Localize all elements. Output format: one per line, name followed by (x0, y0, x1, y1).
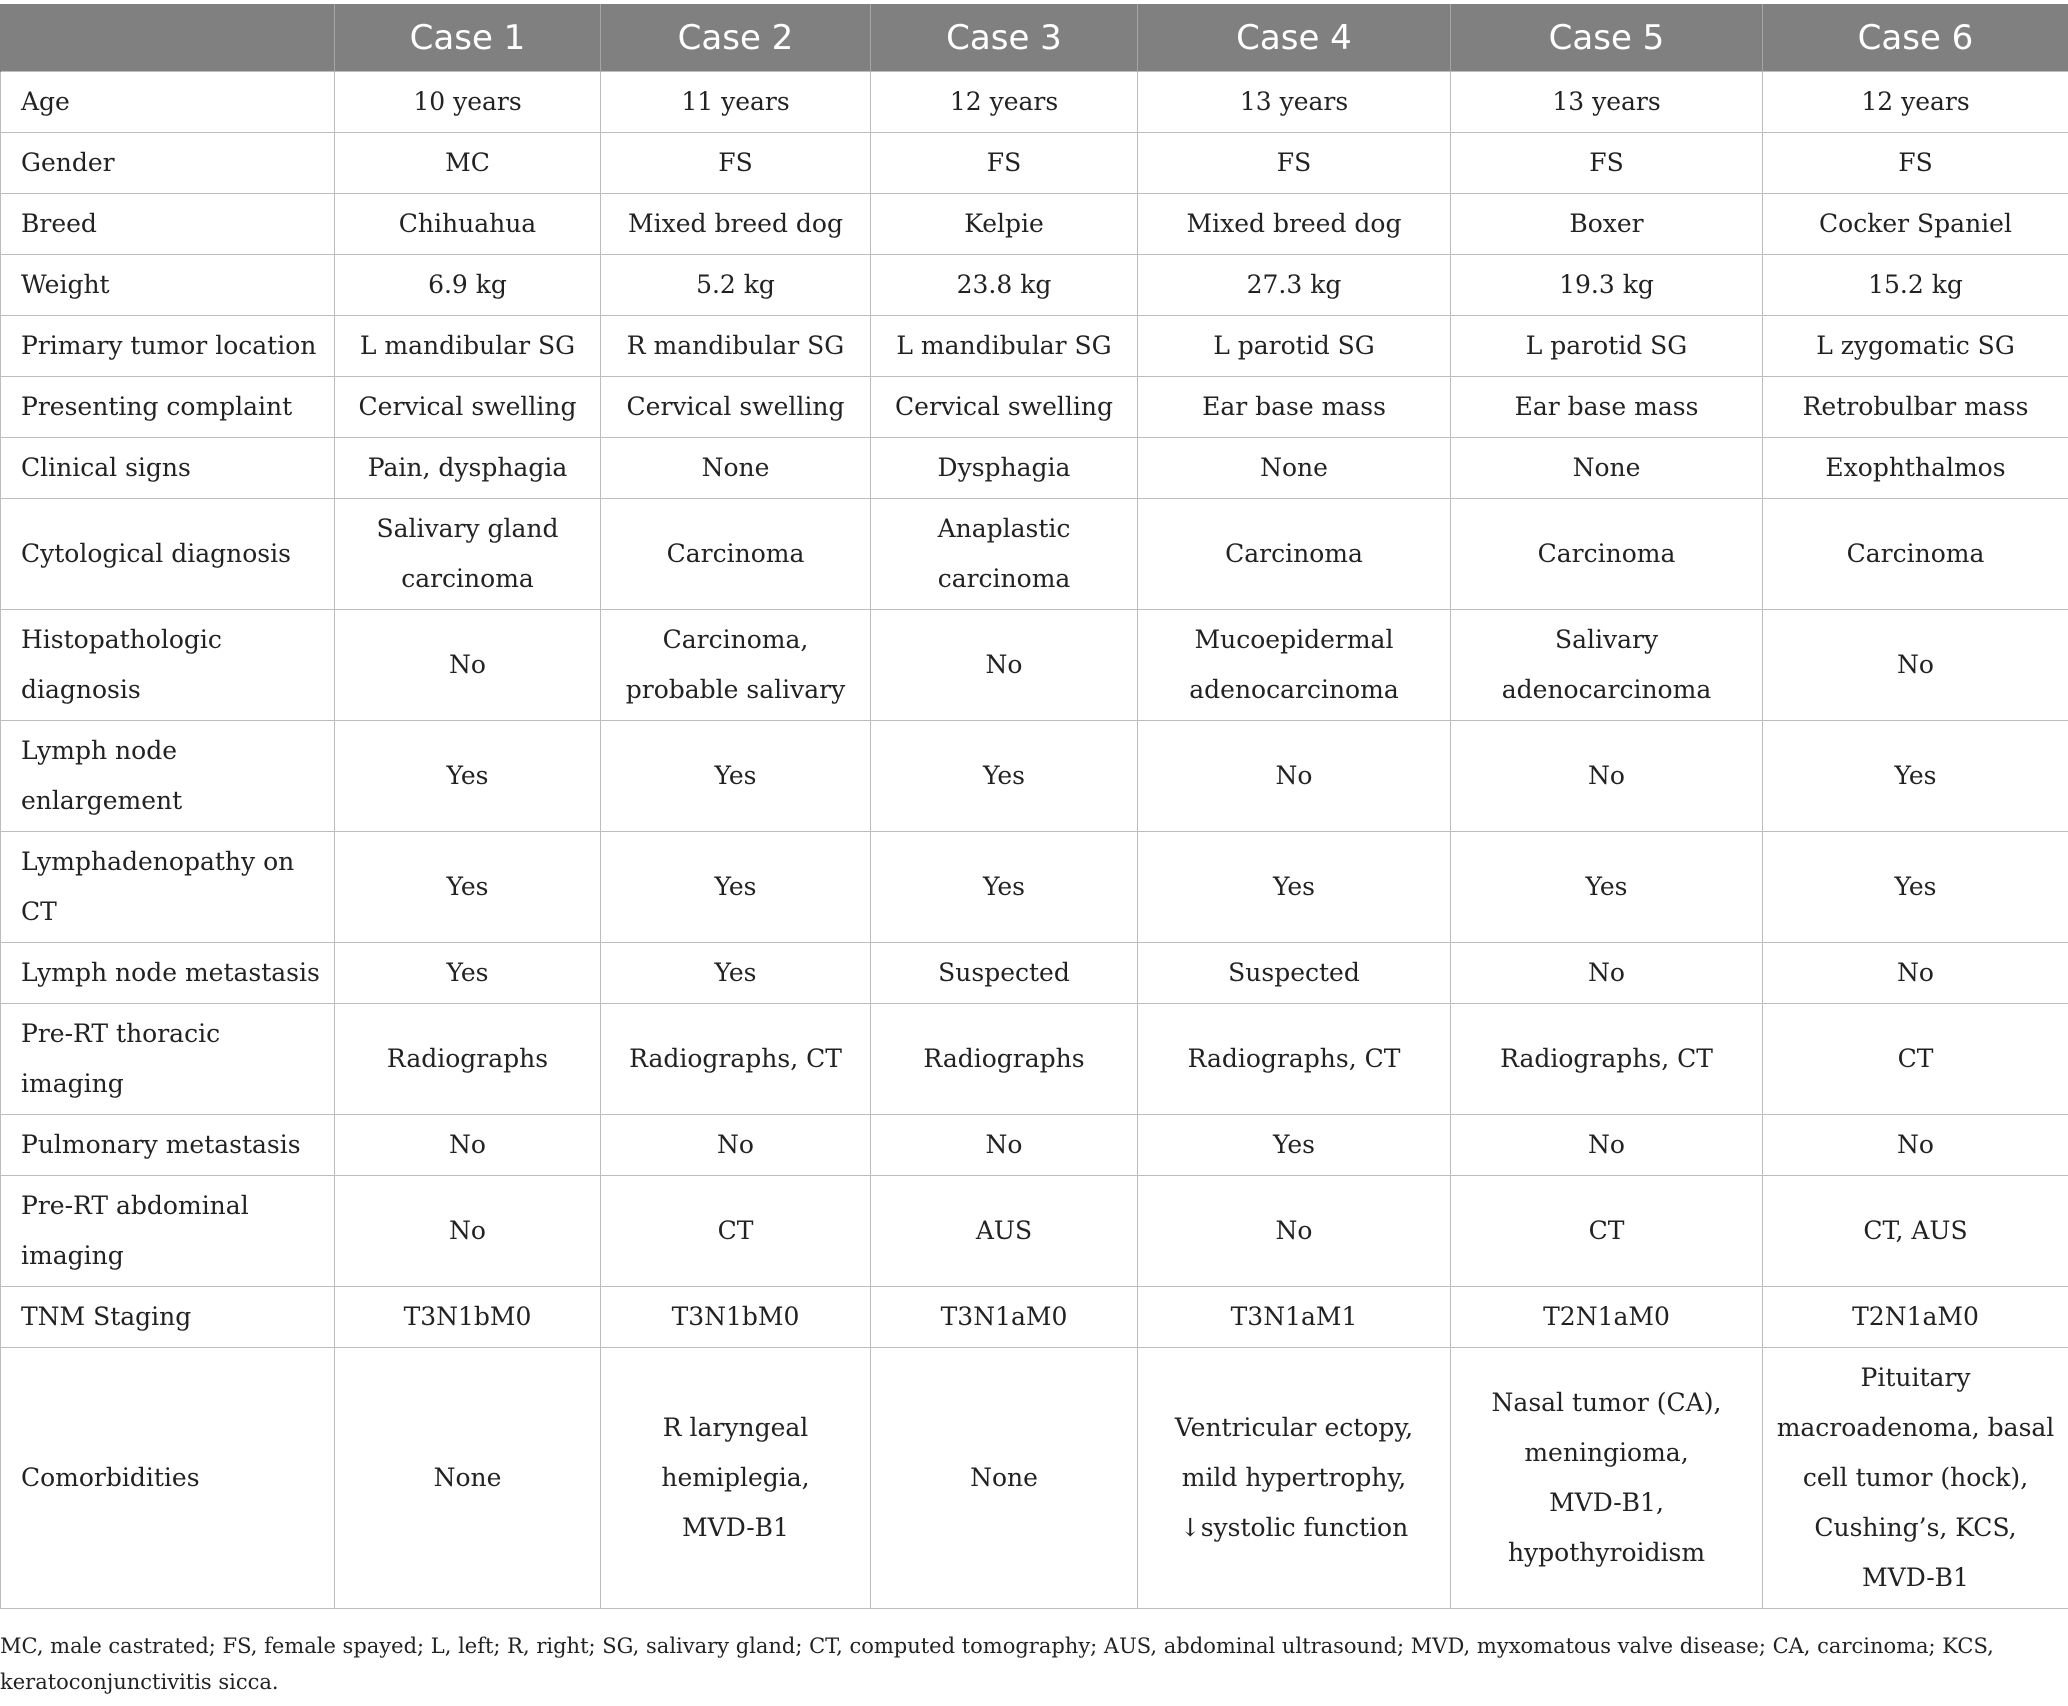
row-label (1, 721, 335, 832)
table-cell (601, 1348, 871, 1609)
table-cell (335, 499, 601, 610)
table-cell (601, 438, 871, 499)
cell-line: MVD-B1 (1862, 1563, 1969, 1592)
cell-line: Carcinoma, (662, 625, 809, 654)
cell-line: Cocker Spaniel (1819, 209, 2012, 238)
table-cell (335, 1004, 601, 1115)
cell-line: R mandibular SG (626, 331, 845, 360)
cell-line: ↓systolic function (1179, 1513, 1409, 1542)
table-cell (1451, 1115, 1763, 1176)
table-row (1, 1287, 2068, 1348)
cell-line: hemiplegia, (661, 1463, 810, 1492)
cell-line: 6.9 kg (428, 270, 507, 299)
header-cell-case-1: Case 1 (335, 4, 601, 72)
cell-line: Radiographs (923, 1044, 1085, 1073)
table-cell (1763, 133, 2068, 194)
row-label-line: Histopathologic (21, 625, 222, 654)
table-cell (1763, 72, 2068, 133)
table-cell (1451, 133, 1763, 194)
table-cell (335, 721, 601, 832)
table-cell (1451, 438, 1763, 499)
table-cell (601, 721, 871, 832)
cell-line: None (970, 1463, 1038, 1492)
cell-line: carcinoma (401, 564, 534, 593)
cell-line: 10 years (413, 87, 522, 116)
cell-line: T3N1aM0 (940, 1302, 1068, 1331)
table-row (1, 610, 2068, 721)
table-cell (1138, 72, 1451, 133)
table-row (1, 499, 2068, 610)
row-label-line: Comorbidities (21, 1463, 200, 1492)
cell-line: 13 years (1239, 87, 1349, 116)
cell-line: MC (445, 148, 490, 177)
table-cell (601, 316, 871, 377)
table-cell (1138, 610, 1451, 721)
cell-line: Cervical swelling (626, 392, 845, 421)
cell-line: T3N1bM0 (671, 1302, 800, 1331)
table-cell (601, 610, 871, 721)
cell-line: AUS (975, 1216, 1033, 1245)
table-cell (1763, 194, 2068, 255)
cell-line: T3N1bM0 (403, 1302, 532, 1331)
row-label (1, 377, 335, 438)
cell-line: CT, AUS (1863, 1216, 1968, 1245)
cell-line: No (449, 650, 486, 679)
table-cell (871, 610, 1138, 721)
table-cell (1451, 610, 1763, 721)
table-row (1, 832, 2068, 943)
table-row (1, 377, 2068, 438)
table-cell (335, 194, 601, 255)
cell-line: Yes (714, 872, 757, 901)
cell-line: T3N1aM1 (1230, 1302, 1358, 1331)
cell-line: Carcinoma (1225, 539, 1363, 568)
cell-line: 23.8 kg (956, 270, 1052, 299)
cell-line: No (1588, 761, 1625, 790)
table-row (1, 1176, 2068, 1287)
table-cell (871, 499, 1138, 610)
header-cell-case-3: Case 3 (871, 4, 1138, 72)
row-label-line: Lymphadenopathy on (21, 847, 295, 876)
cell-line: mild hypertrophy, (1181, 1463, 1407, 1492)
cell-line: Mixed breed dog (1186, 209, 1402, 238)
table-cell (1138, 721, 1451, 832)
row-label-line: Pre-RT abdominal (21, 1191, 249, 1220)
footnote-line: keratoconjunctivitis sicca. (0, 1670, 279, 1694)
row-label-line: CT (21, 897, 57, 926)
case-summary-table-container (0, 4, 2068, 1609)
cell-line: CT (1897, 1044, 1934, 1073)
cell-line: Yes (983, 872, 1025, 901)
cell-line: No (1897, 650, 1934, 679)
cell-line: MVD-B1, (1549, 1488, 1664, 1517)
cell-line: R laryngeal (662, 1413, 809, 1442)
cell-line: No (1275, 761, 1313, 790)
table-row (1, 1348, 2068, 1609)
cell-line: MVD-B1 (682, 1513, 789, 1542)
table-cell (601, 1004, 871, 1115)
table-cell (1138, 943, 1451, 1004)
row-label-line: Cytological diagnosis (21, 539, 291, 568)
table-cell (1451, 1176, 1763, 1287)
cell-line: Radiographs, CT (1500, 1044, 1713, 1073)
row-label (1, 316, 335, 377)
cell-line: Boxer (1569, 209, 1644, 238)
cell-line: None (433, 1463, 502, 1492)
cell-line: T2N1aM0 (1543, 1302, 1670, 1331)
table-cell (601, 194, 871, 255)
table-cell (871, 133, 1138, 194)
case-summary-table (0, 4, 2068, 1609)
table-cell (1138, 1004, 1451, 1115)
header-cell-blank (1, 4, 335, 72)
cell-line: FS (1276, 148, 1312, 177)
cell-line: L mandibular SG (896, 331, 1112, 360)
table-cell (871, 721, 1138, 832)
cell-line: Exophthalmos (1825, 453, 2006, 482)
table-cell (335, 610, 601, 721)
cell-line: Salivary (1554, 625, 1659, 654)
table-cell (335, 1176, 601, 1287)
cell-line: No (449, 1130, 486, 1159)
row-label-line: Lymph node (21, 736, 177, 765)
cell-line: L mandibular SG (359, 331, 576, 360)
table-cell (601, 72, 871, 133)
cell-line: 12 years (1861, 87, 1970, 116)
table-cell (601, 943, 871, 1004)
table-header (1, 4, 2068, 72)
table-cell (871, 1115, 1138, 1176)
table-cell (1451, 316, 1763, 377)
table-cell (871, 943, 1138, 1004)
table-cell (1138, 1176, 1451, 1287)
table-cell (1763, 943, 2068, 1004)
table-row (1, 133, 2068, 194)
cell-line: Ear base mass (1202, 392, 1386, 421)
cell-line: Yes (1894, 761, 1937, 790)
table-cell (1138, 377, 1451, 438)
table-cell (601, 255, 871, 316)
row-label-line: Weight (21, 270, 110, 299)
table-cell (1763, 721, 2068, 832)
row-label (1, 832, 335, 943)
cell-line: Anaplastic (937, 514, 1071, 543)
cell-line: No (717, 1130, 754, 1159)
cell-line: meningioma, (1524, 1438, 1689, 1467)
table-cell (1763, 316, 2068, 377)
table-cell (1451, 194, 1763, 255)
table-cell (871, 72, 1138, 133)
cell-line: 13 years (1552, 87, 1661, 116)
table-cell (871, 1004, 1138, 1115)
table-cell (335, 1287, 601, 1348)
table-row (1, 72, 2068, 133)
cell-line: macroadenoma, basal (1776, 1413, 2055, 1442)
table-cell (871, 194, 1138, 255)
table-cell (871, 377, 1138, 438)
cell-line: T2N1aM0 (1852, 1302, 1979, 1331)
table-footnote (0, 1628, 2060, 1700)
row-label (1, 255, 335, 316)
table-row (1, 438, 2068, 499)
table-cell (1138, 1115, 1451, 1176)
table-cell (335, 377, 601, 438)
table-cell (871, 316, 1138, 377)
table-cell (1763, 438, 2068, 499)
cell-line: No (985, 650, 1023, 679)
cell-line: L zygomatic SG (1816, 331, 2015, 360)
cell-line: Mucoepidermal (1194, 625, 1394, 654)
row-label-line: Age (21, 87, 70, 116)
cell-line: Yes (1273, 872, 1315, 901)
cell-line: Cushing’s, KCS, (1814, 1513, 2017, 1542)
cell-line: Carcinoma (1846, 539, 1985, 568)
table-row (1, 721, 2068, 832)
cell-line: Mixed breed dog (628, 209, 843, 238)
cell-line: Nasal tumor (CA), (1491, 1388, 1722, 1417)
cell-line: Yes (714, 761, 757, 790)
header-cell-case-6: Case 6 (1763, 4, 2068, 72)
cell-line: Retrobulbar mass (1802, 392, 2029, 421)
table-cell (1138, 316, 1451, 377)
header-row (1, 4, 2068, 72)
row-label-line: Pre-RT thoracic imaging (21, 1019, 221, 1098)
table-cell (335, 1348, 601, 1609)
cell-line: CT (1588, 1216, 1625, 1245)
cell-line: Cervical swelling (895, 392, 1113, 421)
table-cell (871, 255, 1138, 316)
table-cell (335, 133, 601, 194)
footnote-line: MC, male castrated; FS, female spayed; L, left; R, right; SG, salivary gland; CT, computed tomography; AUS, abdominal ultrasound; MVD, myxomatous valve disease; CA, carcinoma; KCS, (0, 1634, 1994, 1658)
table-cell (871, 438, 1138, 499)
cell-line: Chihuahua (398, 209, 537, 238)
cell-line: Pituitary (1860, 1363, 1971, 1392)
table-cell (1763, 377, 2068, 438)
table-cell (335, 255, 601, 316)
cell-line: FS (1589, 148, 1624, 177)
table-row (1, 1004, 2068, 1115)
table-row (1, 943, 2068, 1004)
cell-line: Suspected (938, 958, 1070, 987)
cell-line: 15.2 kg (1868, 270, 1963, 299)
cell-line: 19.3 kg (1559, 270, 1654, 299)
table-cell (1451, 72, 1763, 133)
table-cell (1138, 1287, 1451, 1348)
table-row (1, 194, 2068, 255)
table-cell (601, 1287, 871, 1348)
cell-line: Cervical swelling (358, 392, 577, 421)
cell-line: carcinoma (937, 564, 1071, 593)
cell-line: cell tumor (hock), (1802, 1463, 2029, 1492)
cell-line: FS (1898, 148, 1933, 177)
table-cell (335, 943, 601, 1004)
cell-line: Yes (714, 958, 757, 987)
table-cell (1763, 255, 2068, 316)
table-cell (601, 1176, 871, 1287)
row-label (1, 1115, 335, 1176)
cell-line: Radiographs, CT (1187, 1044, 1401, 1073)
cell-line: No (1897, 1130, 1934, 1159)
table-cell (1451, 1287, 1763, 1348)
cell-line: 12 years (949, 87, 1059, 116)
row-label-line: Primary tumor location (21, 331, 317, 360)
row-label (1, 438, 335, 499)
row-label-line: imaging (21, 1241, 124, 1270)
table-cell (1451, 1348, 1763, 1609)
row-label-line: diagnosis (21, 675, 141, 704)
table-cell (335, 72, 601, 133)
table-cell (1138, 499, 1451, 610)
cell-line: No (1588, 1130, 1625, 1159)
table-cell (871, 1176, 1138, 1287)
table-cell (1763, 499, 2068, 610)
table-cell (1451, 499, 1763, 610)
table-cell (1451, 832, 1763, 943)
cell-line: None (701, 453, 770, 482)
table-cell (1763, 1348, 2068, 1609)
table-cell (601, 499, 871, 610)
table-cell (1138, 832, 1451, 943)
table-row (1, 255, 2068, 316)
cell-line: adenocarcinoma (1501, 675, 1712, 704)
table-cell (1138, 133, 1451, 194)
cell-line: FS (986, 148, 1022, 177)
cell-line: None (1572, 453, 1641, 482)
header-cell-case-5: Case 5 (1451, 4, 1763, 72)
cell-line: Suspected (1228, 958, 1360, 987)
table-cell (601, 1115, 871, 1176)
table-body (1, 72, 2068, 1609)
cell-line: 27.3 kg (1246, 270, 1342, 299)
cell-line: hypothyroidism (1507, 1538, 1706, 1567)
header-cell-case-2: Case 2 (601, 4, 871, 72)
table-cell (335, 438, 601, 499)
cell-line: No (1275, 1216, 1313, 1245)
row-label (1, 194, 335, 255)
cell-line: Ventricular ectopy, (1174, 1413, 1414, 1442)
table-cell (871, 1287, 1138, 1348)
table-cell (1451, 255, 1763, 316)
row-label-line: Presenting complaint (21, 392, 293, 421)
row-label-line: Pulmonary metastasis (21, 1130, 301, 1159)
table-row (1, 1115, 2068, 1176)
cell-line: Yes (1585, 872, 1628, 901)
table-cell (1763, 610, 2068, 721)
cell-line: Kelpie (964, 209, 1044, 238)
table-cell (1763, 1287, 2068, 1348)
row-label-line: Clinical signs (21, 453, 191, 482)
cell-line: probable salivary (625, 675, 846, 704)
table-cell (1451, 721, 1763, 832)
row-label (1, 499, 335, 610)
table-cell (871, 1348, 1138, 1609)
row-label (1, 943, 335, 1004)
header-cell-case-4: Case 4 (1138, 4, 1451, 72)
cell-line: No (449, 1216, 486, 1245)
row-label-line: TNM Staging (21, 1302, 192, 1331)
table-cell (1138, 255, 1451, 316)
row-label (1, 1176, 335, 1287)
table-cell (871, 832, 1138, 943)
table-cell (1763, 1115, 2068, 1176)
cell-line: Yes (446, 872, 489, 901)
row-label (1, 1004, 335, 1115)
cell-line: No (985, 1130, 1023, 1159)
cell-line: Radiographs, CT (629, 1044, 842, 1073)
cell-line: No (1588, 958, 1625, 987)
table-cell (1138, 194, 1451, 255)
cell-line: Carcinoma (1537, 539, 1676, 568)
row-label-line: Breed (21, 209, 97, 238)
table-cell (1138, 438, 1451, 499)
cell-line: Yes (1894, 872, 1937, 901)
table-cell (1763, 1176, 2068, 1287)
table-cell (335, 1115, 601, 1176)
cell-line: Ear base mass (1514, 392, 1699, 421)
cell-line: L parotid SG (1525, 331, 1688, 360)
table-cell (1451, 943, 1763, 1004)
cell-line: Pain, dysphagia (367, 453, 568, 482)
table-cell (601, 133, 871, 194)
row-label (1, 1348, 335, 1609)
cell-line: Dysphagia (937, 453, 1071, 482)
row-label-line: Gender (21, 148, 115, 177)
cell-line: Yes (983, 761, 1025, 790)
table-cell (1451, 1004, 1763, 1115)
cell-line: Yes (446, 958, 489, 987)
table-cell (1763, 1004, 2068, 1115)
cell-line: Yes (446, 761, 489, 790)
cell-line: 5.2 kg (696, 270, 775, 299)
cell-line: No (1897, 958, 1934, 987)
cell-line: Yes (1273, 1130, 1315, 1159)
table-cell (1138, 1348, 1451, 1609)
row-label (1, 1287, 335, 1348)
row-label (1, 610, 335, 721)
row-label (1, 133, 335, 194)
table-row (1, 316, 2068, 377)
cell-line: adenocarcinoma (1189, 675, 1399, 704)
cell-line: 11 years (681, 87, 790, 116)
cell-line: None (1260, 453, 1328, 482)
table-cell (1451, 377, 1763, 438)
table-cell (335, 832, 601, 943)
table-cell (1763, 832, 2068, 943)
cell-line: CT (717, 1216, 754, 1245)
table-cell (601, 377, 871, 438)
row-label-line: enlargement (21, 786, 183, 815)
cell-line: Carcinoma (666, 539, 805, 568)
cell-line: L parotid SG (1213, 331, 1375, 360)
table-cell (335, 316, 601, 377)
table-cell (601, 832, 871, 943)
cell-line: Salivary gland (376, 514, 559, 543)
row-label (1, 72, 335, 133)
row-label-line: Lymph node metastasis (21, 958, 320, 987)
cell-line: FS (718, 148, 753, 177)
cell-line: Radiographs (386, 1044, 549, 1073)
